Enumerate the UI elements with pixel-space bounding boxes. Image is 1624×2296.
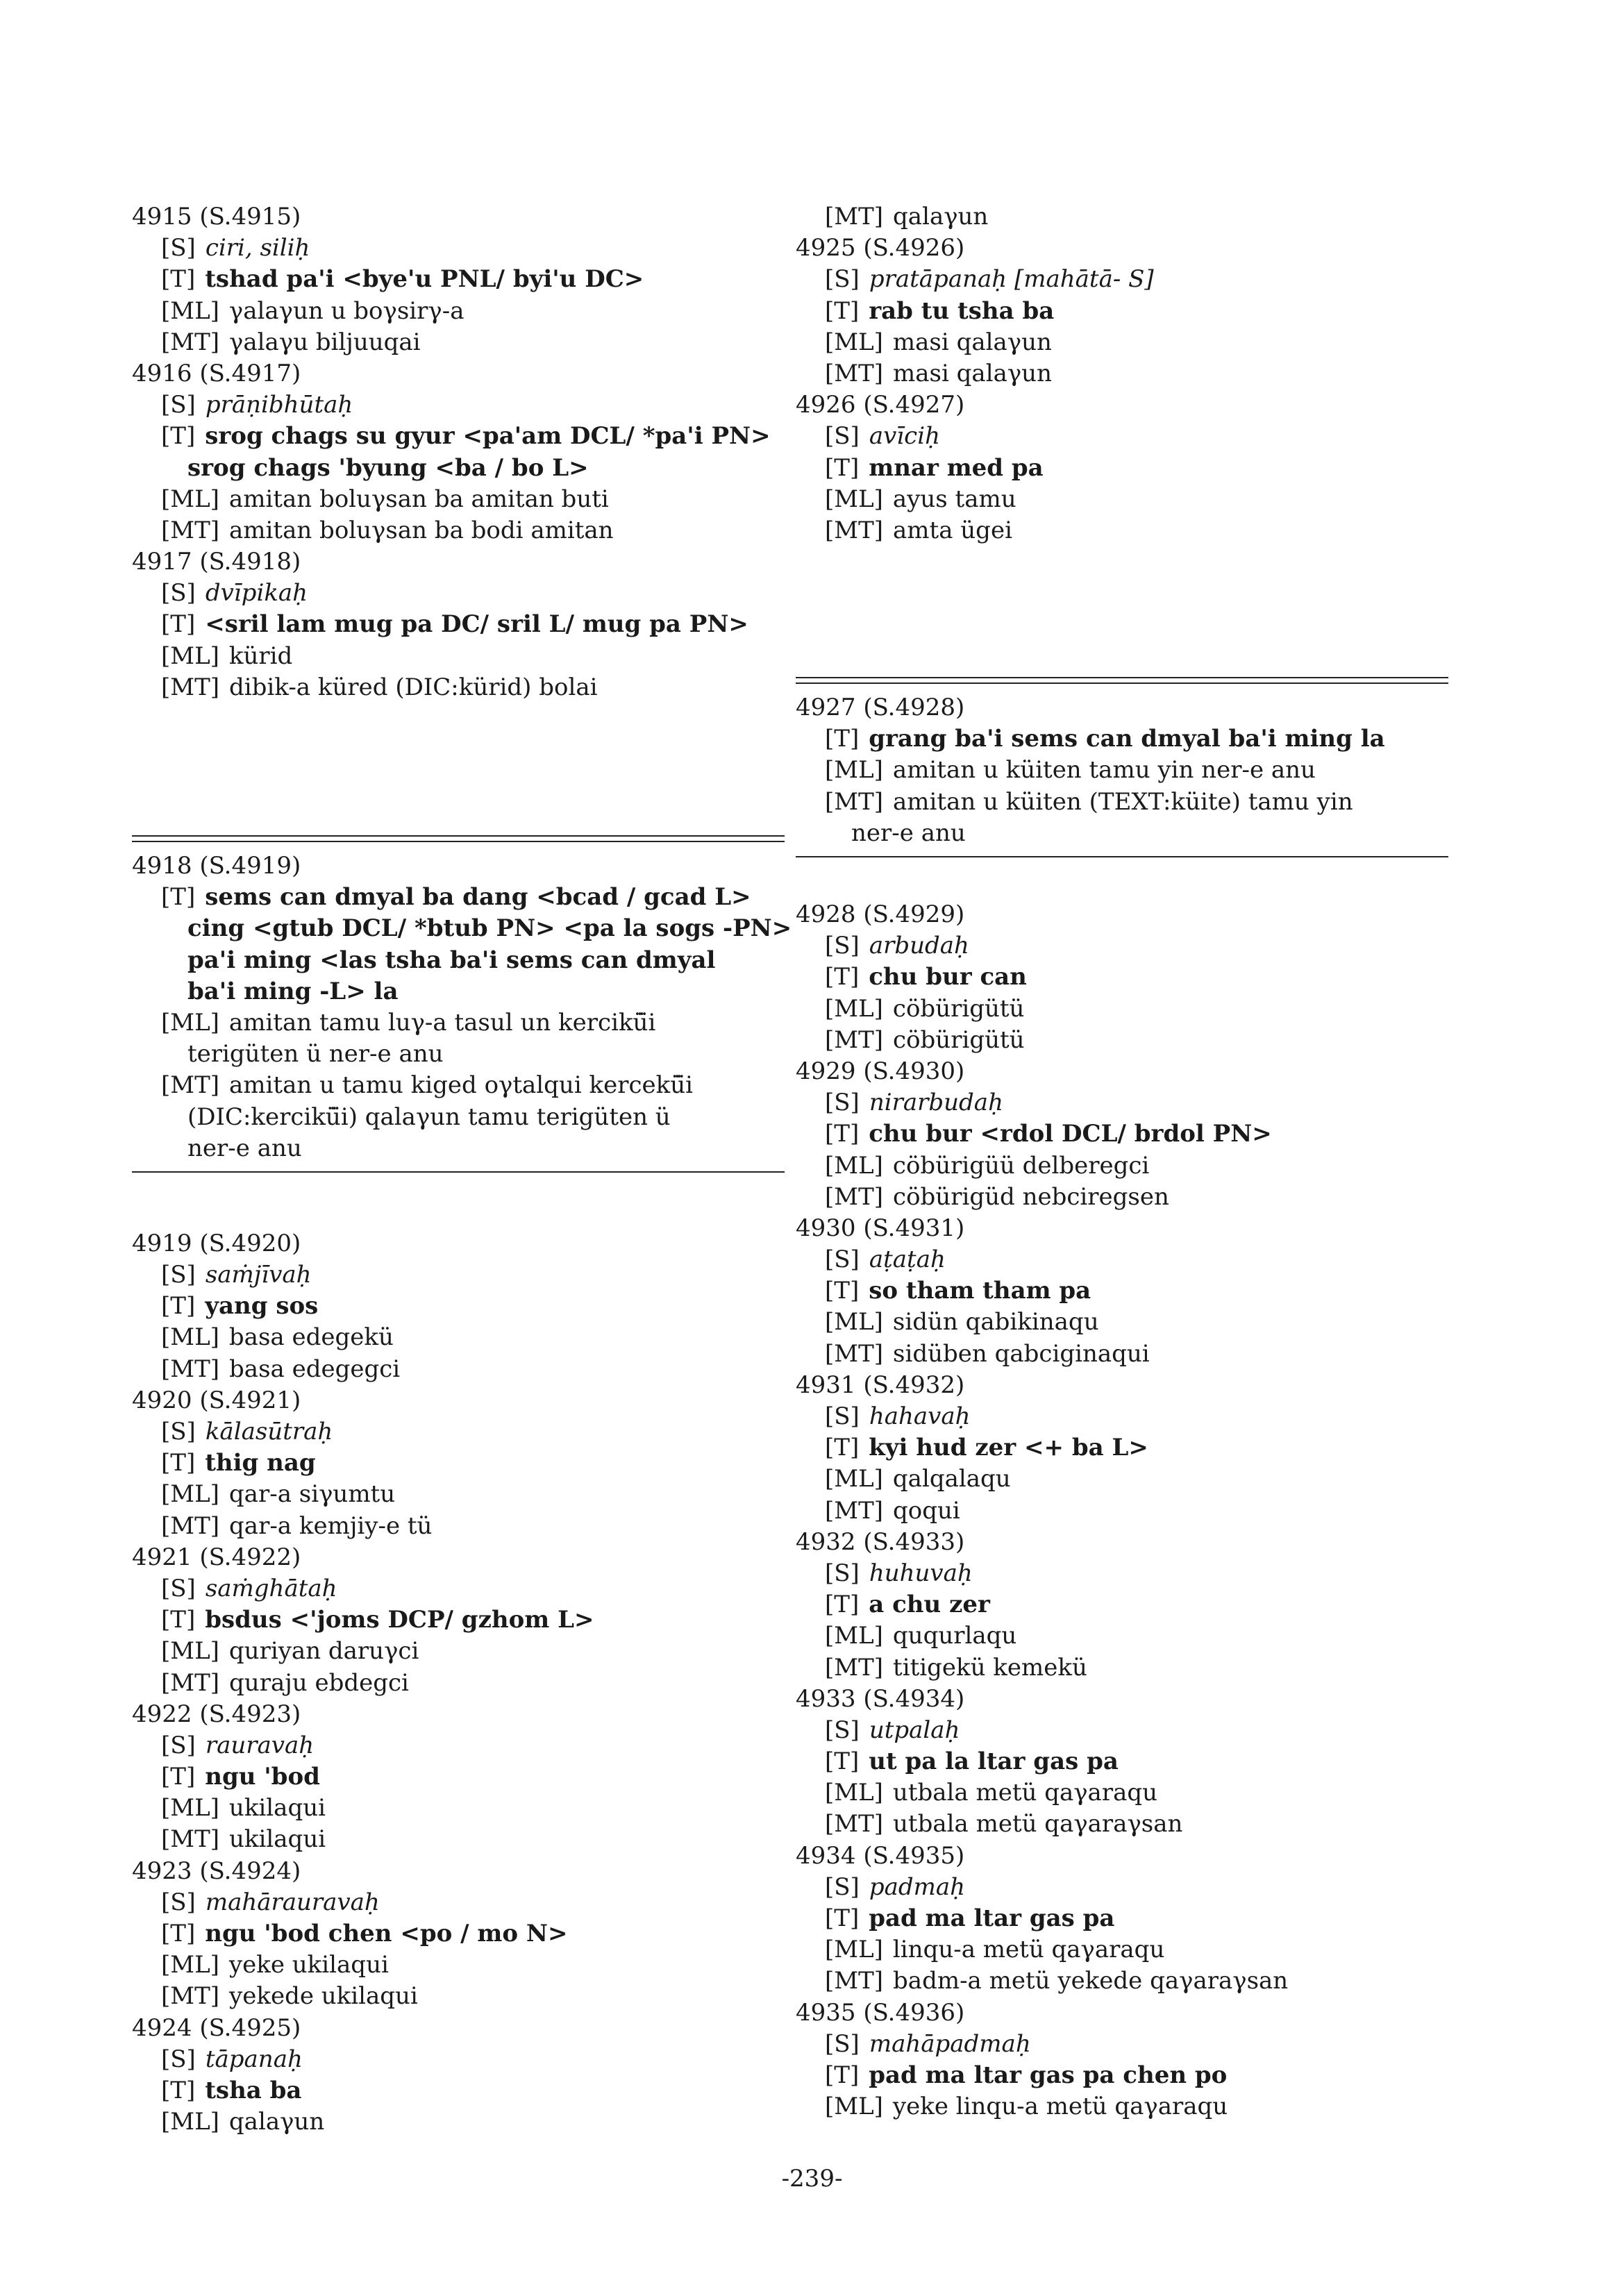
mt-line-cont: ner-e anu — [851, 819, 966, 847]
mt-line: [MT] amta ügei — [825, 516, 1012, 544]
tibetan-line-cont: srog chags 'byung <ba / bo L> — [187, 453, 589, 482]
tibetan-line: [T] pad ma ltar gas pa — [825, 1904, 1115, 1932]
ml-line: [ML] ayus tamu — [825, 485, 1016, 513]
entry-id: 4916 (S.4917) — [132, 359, 301, 387]
sanskrit-line: [S] nirarbudaḥ — [825, 1089, 1003, 1117]
ml-line: [ML] basa edegekü — [161, 1323, 394, 1352]
single-rule-divider — [796, 856, 1448, 857]
sanskrit-line: [S] saṁjīvaḥ — [161, 1261, 312, 1289]
mt-line: [MT] masi qalaγun — [825, 359, 1052, 387]
tibetan-line: [T] ngu 'bod chen <po / mo N> — [161, 1920, 568, 1947]
ml-line: [ML] yeke ukilaqui — [161, 1951, 389, 1979]
ml-line: [ML] ququrlaqu — [825, 1622, 1017, 1650]
mt-line: [MT] qoqui — [825, 1496, 960, 1525]
sanskrit-line: [S] avīciḥ — [825, 422, 940, 451]
tibetan-line: [T] a chu zer — [825, 1591, 990, 1619]
ml-line: [ML] cöbürigütü — [825, 994, 1025, 1023]
ml-line: [ML] masi qalaγun — [825, 328, 1052, 356]
ml-line: [ML] kürid — [161, 642, 293, 670]
mt-line: [MT] titigekü kemekü — [825, 1653, 1087, 1682]
tibetan-line: [T] so tham tham pa — [825, 1277, 1091, 1305]
entry-id: 4935 (S.4936) — [796, 1998, 965, 2027]
tibetan-line: [T] tshad pa'i <bye'u PNL/ byi'u DC> — [161, 265, 644, 294]
entry-id: 4924 (S.4925) — [132, 2013, 301, 2042]
mt-line: [MT] qalaγun — [825, 203, 989, 231]
mt-line: [MT] dibik-a küred (DIC:kürid) bolai — [161, 673, 598, 701]
tibetan-line: [T] srog chags su gyur <pa'am DCL/ *pa'i PN> — [161, 422, 771, 451]
entry-id: 4926 (S.4927) — [796, 391, 965, 419]
entry-id: 4930 (S.4931) — [796, 1214, 965, 1242]
mt-line: [MT] γalaγu biljuuqai — [161, 328, 421, 356]
entry-id: 4925 (S.4926) — [796, 234, 965, 262]
entry-id: 4934 (S.4935) — [796, 1841, 965, 1870]
entry-id: 4929 (S.4930) — [796, 1057, 965, 1085]
sanskrit-line: [S] utpalaḥ — [825, 1716, 960, 1744]
page-number: -239- — [781, 2165, 843, 2193]
ml-line: [ML] γalaγun u boγsirγ-a — [161, 296, 464, 325]
tibetan-line: [T] chu bur <rdol DCL/ brdol PN> — [825, 1120, 1272, 1148]
tibetan-line: [T] grang ba'i sems can dmyal ba'i ming la — [825, 725, 1385, 753]
mt-line: [MT] badm-a metü yekede qaγaraγsan — [825, 1967, 1289, 1995]
mt-line: [MT] quraju ebdegci — [161, 1668, 409, 1697]
mt-line: [MT] basa edegegci — [161, 1355, 401, 1383]
double-rule-divider — [132, 835, 785, 842]
single-rule-divider — [132, 1171, 785, 1173]
entry-id: 4927 (S.4928) — [796, 694, 965, 722]
mt-line: [MT] qar-a kemjiy-e tü — [161, 1511, 433, 1540]
tibetan-line: [T] thig nag — [161, 1449, 316, 1477]
mt-line: [MT] ukilaqui — [161, 1825, 326, 1854]
mt-line-cont: ner-e anu — [187, 1134, 302, 1162]
spacer — [132, 1180, 785, 1228]
right-column — [796, 201, 1448, 2122]
entry-id: 4932 (S.4933) — [796, 1527, 965, 1556]
mt-line: [MT] utbala metü qaγaraγsan — [825, 1810, 1183, 1838]
spacer — [796, 864, 1448, 899]
spacer — [796, 546, 1448, 670]
mt-line: [MT] cöbürigütü — [825, 1025, 1025, 1054]
entry-id: 4917 (S.4918) — [132, 548, 301, 576]
tibetan-line-cont: cing <gtub DCL/ *btub PN> <pa la sogs -PN> — [187, 914, 792, 943]
sanskrit-line: [S] saṁghātaḥ — [161, 1574, 337, 1602]
ml-line: [ML] qalaγun — [161, 2108, 325, 2136]
ml-line: [ML] cöbürigüü delberegci — [825, 1151, 1150, 1180]
tibetan-line: [T] yang sos — [161, 1292, 319, 1321]
ml-line: [ML] qar-a siγumtu — [161, 1480, 396, 1509]
sanskrit-line: [S] arbudaḥ — [825, 932, 969, 960]
ml-line-cont: terigüten ü ner-e anu — [187, 1040, 444, 1069]
mt-line: [MT] amitan u küiten (TEXT:küite) tamu yin — [825, 787, 1353, 816]
tibetan-line: [T] mnar med pa — [825, 453, 1044, 482]
tibetan-line: [T] <sril lam mug pa DC/ sril L/ mug pa PN> — [161, 610, 748, 639]
ml-line: [ML] yeke linqu-a metü qaγaraqu — [825, 2093, 1228, 2121]
ml-line: [ML] utbala metü qaγaraqu — [825, 1779, 1158, 1807]
tibetan-line: [T] pad ma ltar gas pa chen po — [825, 2061, 1228, 2089]
mt-line: [MT] yekede ukilaqui — [161, 1982, 418, 2011]
tibetan-line: [T] ut pa la ltar gas pa — [825, 1748, 1119, 1776]
ml-line: [ML] quriyan daruγci — [161, 1637, 419, 1666]
ml-line: [ML] amitan tamu luγ-a tasul un kercikü̈i — [161, 1008, 656, 1037]
sanskrit-line: [S] kālasūtraḥ — [161, 1418, 333, 1446]
entry-id: 4928 (S.4929) — [796, 900, 965, 928]
double-rule-divider — [796, 677, 1448, 684]
entry-id: 4918 (S.4919) — [132, 852, 301, 880]
entry-id: 4921 (S.4922) — [132, 1543, 301, 1571]
sanskrit-line: [S] aṭaṭaḥ — [825, 1246, 946, 1274]
ml-line: [ML] ukilaqui — [161, 1794, 326, 1822]
tibetan-line: [T] bsdus <'joms DCP/ gzhom L> — [161, 1606, 594, 1634]
mt-line: [MT] cöbürigüd nebciregsen — [825, 1182, 1169, 1211]
tibetan-line: [T] kyi hud zer <+ ba L> — [825, 1434, 1148, 1462]
mt-line: [MT] sidüben qabciginaqui — [825, 1339, 1150, 1368]
ml-line: [ML] sidün qabikinaqu — [825, 1308, 1099, 1336]
mt-line-cont: (DIC:kercikü̈i) qalaγun tamu terigüten ü — [187, 1103, 671, 1131]
tibetan-line: [T] ngu 'bod — [161, 1763, 320, 1791]
tibetan-line: [T] tsha ba — [161, 2076, 302, 2104]
entry-id: 4922 (S.4923) — [132, 1700, 301, 1728]
sanskrit-line: [S] padmaḥ — [825, 1872, 966, 1901]
sanskrit-line: [S] dvīpikaḥ — [161, 579, 308, 607]
ml-line: [ML] amitan u küiten tamu yin ner-e anu — [825, 756, 1316, 785]
sanskrit-line: [S] ciri, siliḥ — [161, 234, 310, 262]
sanskrit-line: [S] tāpanaḥ — [161, 2045, 303, 2073]
entry-id: 4920 (S.4921) — [132, 1386, 301, 1414]
ml-line: [ML] amitan boluγsan ba amitan buti — [161, 485, 609, 513]
entry-id: 4923 (S.4924) — [132, 1857, 301, 1885]
sanskrit-line: [S] mahāpadmaḥ — [825, 2029, 1031, 2058]
sanskrit-line: [S] hahavaḥ — [825, 1402, 971, 1430]
ml-line: [ML] linqu-a metü qaγaraqu — [825, 1936, 1165, 1964]
sanskrit-line: [S] pratāpanaḥ [mahātā- S] — [825, 265, 1154, 294]
tibetan-line: [T] chu bur can — [825, 963, 1027, 991]
mt-line: [MT] amitan u tamu kiged oγtalqui kercekü̈i — [161, 1071, 694, 1100]
mt-line: [MT] amitan boluγsan ba bodi amitan — [161, 516, 614, 544]
spacer — [132, 703, 785, 828]
entry-id: 4933 (S.4934) — [796, 1684, 965, 1713]
sanskrit-line: [S] huhuvaḥ — [825, 1559, 973, 1587]
tibetan-line-cont: ba'i ming -L> la — [187, 977, 399, 1005]
sanskrit-line: [S] rauravaḥ — [161, 1731, 315, 1759]
tibetan-line-cont: pa'i ming <las tsha ba'i sems can dmyal — [187, 946, 716, 974]
ml-line: [ML] qalqalaqu — [825, 1465, 1011, 1493]
tibetan-line: [T] rab tu tsha ba — [825, 296, 1055, 325]
left-column — [132, 201, 792, 2138]
tibetan-line: [T] sems can dmyal ba dang <bcad / gcad L> — [161, 883, 751, 912]
sanskrit-line: [S] mahārauravaḥ — [161, 1888, 380, 1916]
entry-id: 4931 (S.4932) — [796, 1371, 965, 1399]
entry-id: 4915 (S.4915) — [132, 203, 301, 231]
entry-id: 4919 (S.4920) — [132, 1229, 301, 1257]
sanskrit-line: [S] prāṇibhūtaḥ — [161, 391, 353, 419]
